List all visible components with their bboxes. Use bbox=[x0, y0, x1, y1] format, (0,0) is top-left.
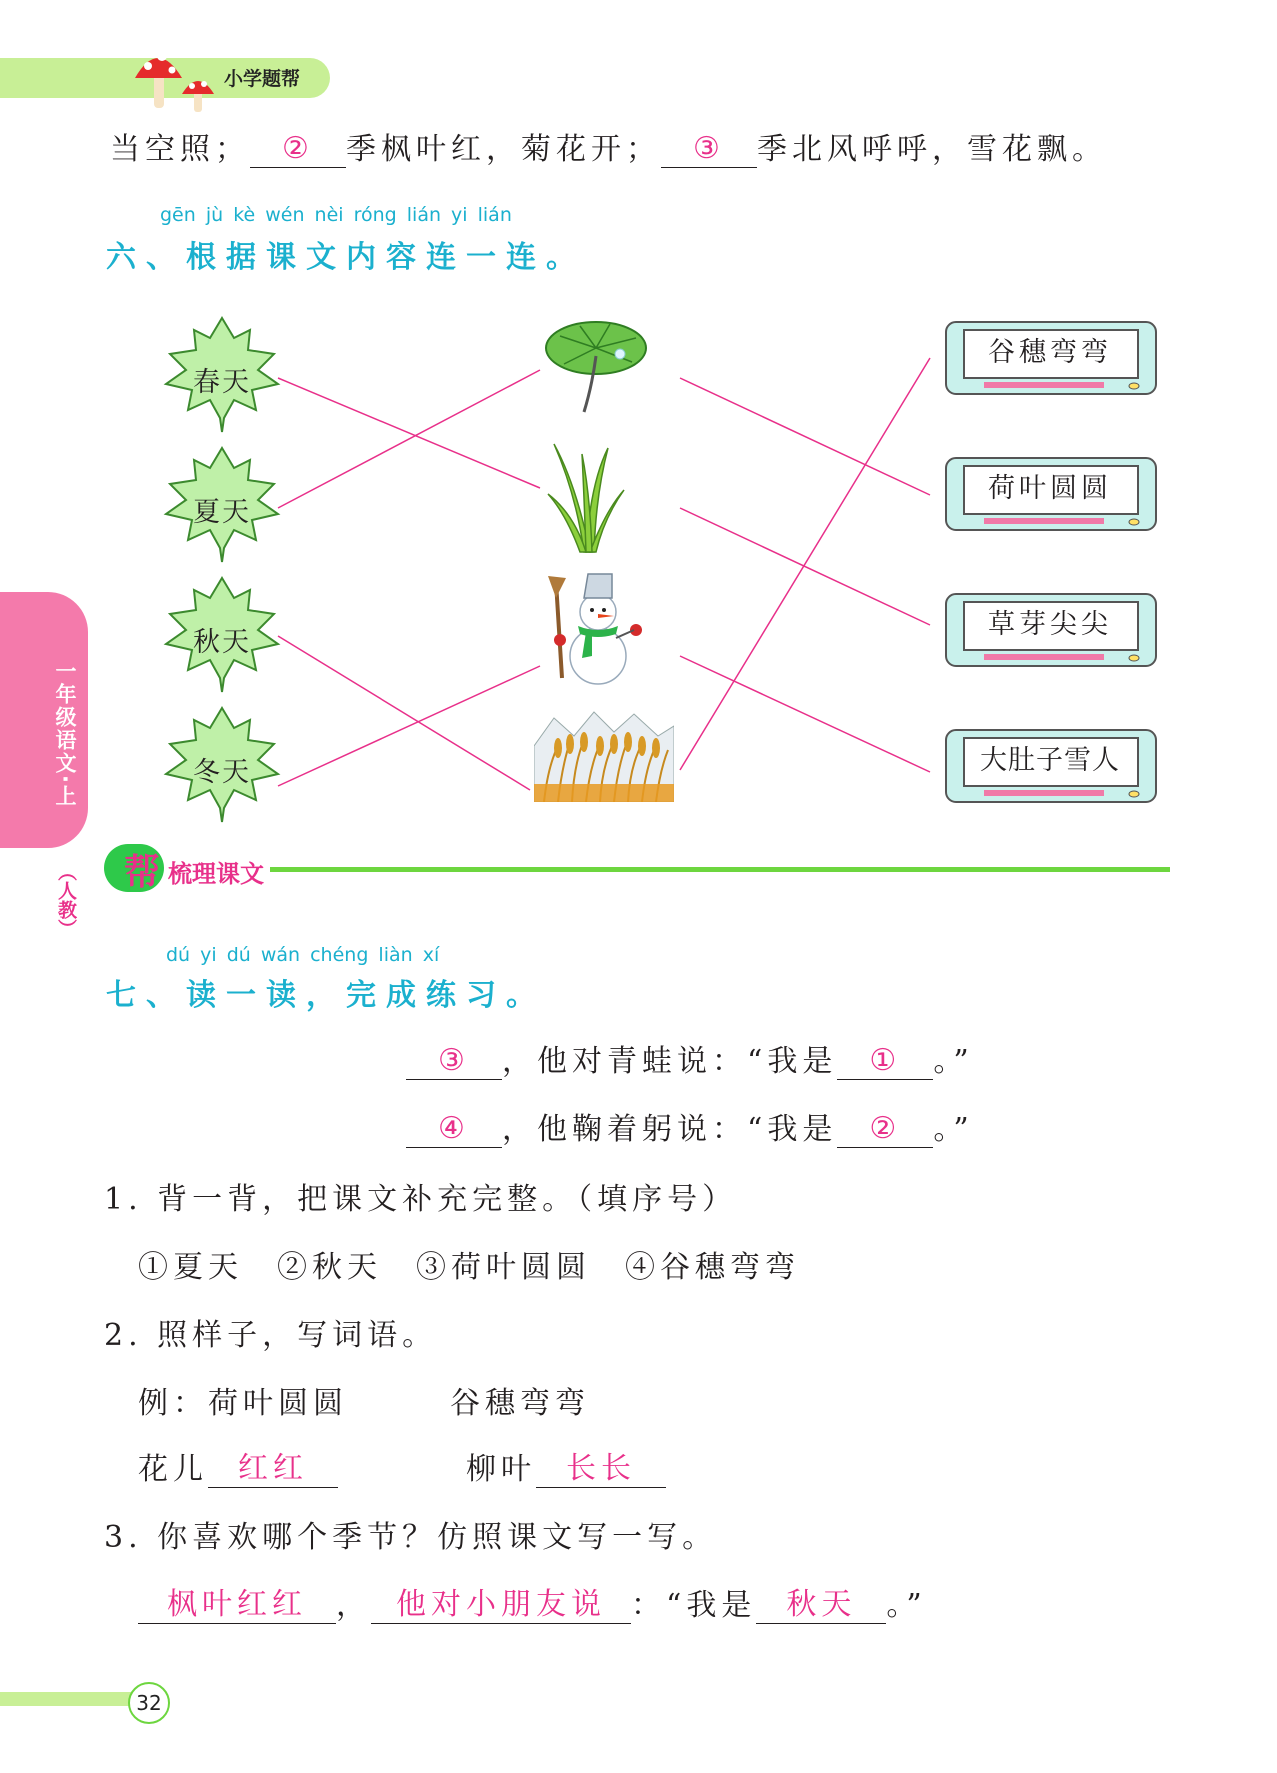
card-label-4: 大肚子雪人 bbox=[980, 745, 1120, 776]
card-label-2: 荷叶圆圆 bbox=[988, 473, 1112, 504]
q1-option-2: ②秋天 bbox=[277, 1250, 382, 1285]
passage-blank-1a: ③ bbox=[406, 1043, 502, 1080]
q3-answer-1: 枫叶红红 bbox=[138, 1587, 336, 1624]
section7-pinyin: dú yi dú wán chéng liàn xí bbox=[166, 944, 440, 966]
passage-line-2 bbox=[406, 1104, 974, 1148]
leaf-spring bbox=[162, 314, 282, 434]
passage-blank-2a: ④ bbox=[406, 1111, 502, 1148]
intro-blank-1: ② bbox=[250, 131, 346, 168]
season-label-summer: 夏天 bbox=[193, 497, 251, 528]
q3-text: 3. 你喜欢哪个季节？仿照课文写一写。 bbox=[104, 1520, 718, 1555]
section6-title: 六、根据课文内容连一连。 bbox=[106, 240, 586, 275]
q1-option-3: ③荷叶圆圆 bbox=[416, 1250, 591, 1285]
q2-item2-answer: 长长 bbox=[536, 1451, 666, 1488]
line-winter-snowman bbox=[278, 666, 540, 786]
q3-end: 。” bbox=[886, 1588, 927, 1623]
q1-text: 1. 背一背，把课文补充完整。（填序号） bbox=[104, 1182, 738, 1217]
intro-text-3: 季北风呼呼，雪花飘。 bbox=[757, 132, 1107, 167]
section6-pinyin: gēn jù kè wén nèi róng lián yi lián bbox=[160, 204, 512, 226]
q2-item-1 bbox=[138, 1444, 338, 1488]
passage-blank-2b: ② bbox=[837, 1111, 933, 1148]
grass-sprout-icon bbox=[546, 434, 626, 554]
q2-example: 例：荷叶圆圆 bbox=[138, 1386, 348, 1421]
line-spring-grass bbox=[278, 378, 540, 488]
banner-line bbox=[270, 867, 1170, 872]
q2-item2-label: 柳叶 bbox=[466, 1452, 536, 1487]
season-label-spring: 春天 bbox=[193, 367, 251, 398]
snowman-icon bbox=[538, 568, 648, 688]
banner-mark: 帮 bbox=[124, 852, 161, 893]
passage-line-1 bbox=[406, 1036, 974, 1080]
q2-item1-label: 花儿 bbox=[138, 1452, 208, 1487]
q1-option-4: ④谷穗弯弯 bbox=[625, 1250, 800, 1285]
intro-text-1: 当空照； bbox=[110, 132, 250, 167]
q2-item1-answer: 红红 bbox=[208, 1451, 338, 1488]
leaf-winter bbox=[162, 704, 282, 824]
card-2 bbox=[944, 456, 1158, 532]
card-4 bbox=[944, 728, 1158, 804]
intro-text-2: 季枫叶红，菊花开； bbox=[346, 132, 661, 167]
q1-option-1: ①夏天 bbox=[138, 1250, 243, 1285]
line-autumn-field bbox=[278, 636, 530, 790]
season-label-autumn: 秋天 bbox=[193, 627, 251, 658]
leaf-autumn bbox=[162, 574, 282, 694]
side-tab-edition: （人教） bbox=[55, 862, 77, 938]
line-summer-lotus bbox=[278, 370, 540, 508]
passage-text-1: ，他对青蛙说：“我是 bbox=[502, 1044, 838, 1079]
leaf-summer bbox=[162, 444, 282, 564]
line-lotus-card2 bbox=[680, 378, 930, 495]
section7-title: 七、读一读，完成练习。 bbox=[106, 978, 546, 1013]
side-tab-grade: 一年级语文·上 bbox=[53, 660, 77, 808]
card-label-3: 草芽尖尖 bbox=[988, 609, 1112, 640]
q3-sep-1: ， bbox=[336, 1588, 371, 1623]
passage-end-2: 。” bbox=[933, 1112, 974, 1147]
q3-sep-2: ：“我是 bbox=[631, 1588, 757, 1623]
card-3 bbox=[944, 592, 1158, 668]
banner-title: 梳理课文 bbox=[168, 860, 264, 888]
q2-example-2: 谷穗弯弯 bbox=[450, 1386, 590, 1421]
q3-answer-line bbox=[138, 1580, 927, 1624]
season-label-winter: 冬天 bbox=[193, 757, 251, 788]
line-field-card1 bbox=[680, 358, 930, 770]
rice-field-icon bbox=[534, 706, 674, 802]
header-title: 小学题帮 bbox=[224, 68, 301, 90]
card-label-1: 谷穗弯弯 bbox=[988, 337, 1112, 368]
passage-blank-1b: ① bbox=[837, 1043, 933, 1080]
q1-options bbox=[138, 1242, 800, 1286]
q3-answer-3: 秋天 bbox=[756, 1587, 886, 1624]
line-grass-card3 bbox=[680, 508, 930, 625]
passage-text-2: ，他鞠着躬说：“我是 bbox=[502, 1112, 838, 1147]
line-snowman-card4 bbox=[680, 656, 930, 772]
q3-answer-2: 他对小朋友说 bbox=[371, 1587, 631, 1624]
q2-text: 2. 照样子，写词语。 bbox=[104, 1318, 438, 1353]
card-1 bbox=[944, 320, 1158, 396]
passage-end-1: 。” bbox=[933, 1044, 974, 1079]
intro-blank-2: ③ bbox=[661, 131, 757, 168]
q2-item-2 bbox=[466, 1444, 666, 1488]
lotus-leaf-icon bbox=[540, 316, 650, 416]
page-number: 32 bbox=[128, 1682, 170, 1724]
